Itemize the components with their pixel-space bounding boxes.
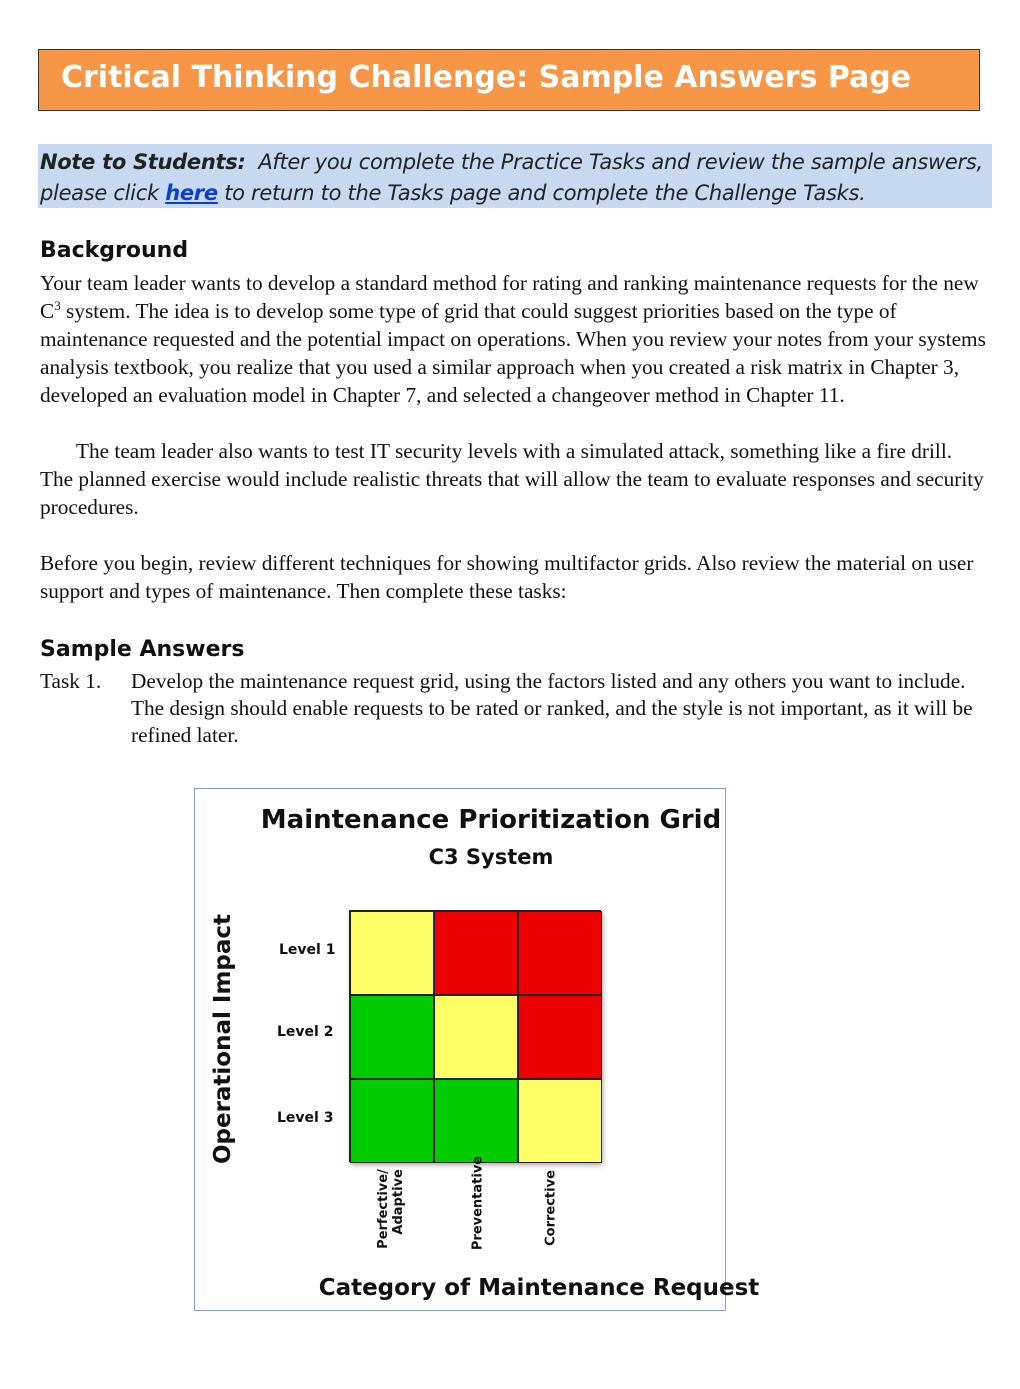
- row-label-level-3: Level 3: [277, 1110, 334, 1126]
- task-label: Task 1.: [40, 669, 102, 693]
- note-to-students: [38, 144, 992, 208]
- grid-cell-r1-c3: [518, 911, 602, 995]
- prioritization-grid-figure: [194, 788, 760, 1311]
- figure-subtitle: C3 System: [428, 845, 554, 869]
- sample-answers-heading: Sample Answers: [40, 637, 245, 662]
- figure-title: Maintenance Prioritization Grid: [260, 805, 722, 835]
- background-paragraph-3: Before you begin, review different techniques for showing multifactor grids. Also review the material on user support and types of maintenance. Then complete these tasks:: [40, 551, 974, 603]
- grid-cell-r1-c2: [434, 911, 518, 995]
- page-title: Critical Thinking Challenge: Sample Answers Page: [61, 60, 912, 95]
- column-label-corrective: Corrective: [543, 1170, 559, 1246]
- background-paragraph-2: [40, 437, 990, 521]
- priority-grid: [349, 910, 601, 1162]
- grid-cell-r1-c1: [350, 911, 434, 995]
- grid-cell-r2-c1: [350, 995, 434, 1079]
- here-link[interactable]: here: [165, 181, 218, 205]
- row-label-level-1: Level 1: [279, 942, 336, 958]
- row-label-level-2: Level 2: [277, 1024, 334, 1040]
- grid-cell-r3-c1: [350, 1079, 434, 1163]
- title-banner: [38, 49, 980, 111]
- x-axis-label: Category of Maintenance Request: [318, 1275, 760, 1301]
- note-text-before: After you complete the Practice Tasks and review the sample answers, please click: [40, 150, 983, 205]
- background-heading: Background: [40, 238, 189, 263]
- y-axis-label: Operational Impact: [210, 913, 236, 1165]
- para1-before: Your team leader wants to develop a standard method for rating and ranking maintenance requests for the new C: [40, 271, 979, 323]
- grid-cell-r2-c2: [434, 995, 518, 1079]
- para1-superscript: 3: [54, 297, 61, 313]
- note-label: Note to Students:: [40, 150, 246, 174]
- para1-after: system. The idea is to develop some type of grid that could suggest priorities based on the type of maintenance requested and the potential impact on operations. When you review your notes from your systems analysis textbook, you realize that you used a similar approach when you created a risk matrix in Chapter 3, developed an evaluation model in Chapter 7, and selected a changeover method in Chapter 11.: [40, 299, 986, 407]
- grid-cell-r3-c3: [518, 1079, 602, 1163]
- note-text-after: to return to the Tasks page and complete the Challenge Tasks.: [224, 181, 866, 205]
- grid-cell-r2-c3: [518, 995, 602, 1079]
- grid-cell-r3-c2: [434, 1079, 518, 1163]
- background-paragraph-1: [40, 269, 990, 409]
- column-label-perfective-adaptive: [376, 1169, 406, 1249]
- column-label-1-line-1: Perfective/: [376, 1169, 391, 1249]
- column-label-preventative: Preventative: [470, 1155, 486, 1251]
- task-text: Develop the maintenance request grid, using the factors listed and any others you want to include. The design should enable requests to be rated or ranked, and the style is not important, as it will be refined later.: [131, 669, 973, 747]
- para2-text: The team leader also wants to test IT security levels with a simulated attack, something like a fire drill. The planned exercise would include realistic threats that will allow the team to evaluate responses and security procedures.: [40, 439, 984, 519]
- column-label-1-line-2: Adaptive: [391, 1169, 406, 1235]
